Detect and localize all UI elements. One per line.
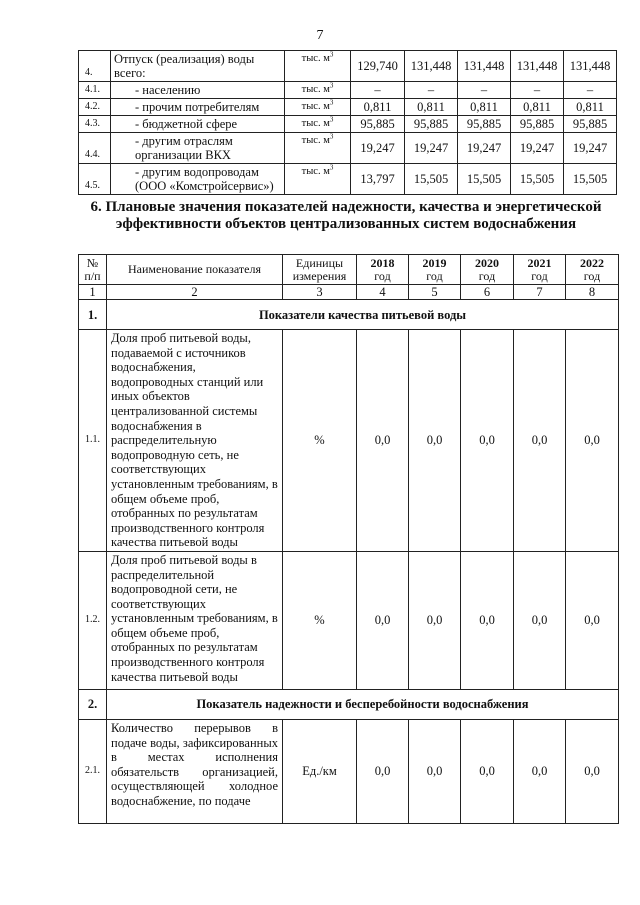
header-year-2018: 2018 год <box>357 255 409 285</box>
value-cell: – <box>511 82 564 99</box>
value-cell: 0,811 <box>564 99 617 116</box>
value-cell: 19,247 <box>405 133 458 164</box>
unit-cell <box>285 51 351 82</box>
value-cell: 131,448 <box>405 51 458 82</box>
value-cell: 0,811 <box>351 99 405 116</box>
row-num: 4.4. <box>79 133 111 164</box>
value-cell: – <box>458 82 511 99</box>
page-number: 7 <box>316 28 324 43</box>
value-cell: 0,0 <box>461 330 514 552</box>
col-number: 4 <box>357 285 409 300</box>
value-cell: – <box>405 82 458 99</box>
row-name: - бюджетной сфере <box>111 116 285 133</box>
row-name: - прочим потребителям <box>111 99 285 116</box>
header-year-2019: 2019 год <box>409 255 461 285</box>
water-supply-table <box>78 50 617 195</box>
row-num: 4. <box>79 51 111 82</box>
section-row-reliability <box>79 689 619 719</box>
value-cell: 19,247 <box>351 133 405 164</box>
table-row <box>79 164 617 195</box>
unit-text: тыс. м <box>301 166 330 177</box>
table-row <box>79 330 619 552</box>
unit-superscript: 3 <box>329 50 334 59</box>
value-cell: 0,0 <box>357 719 409 823</box>
row-num: 4.5. <box>79 164 111 195</box>
indicator-name: Доля проб питьевой воды в распределительной водопроводной сети, не соответствующих установленным требованиям, в общем объеме проб, отобранных по результатам производственного контроля качества питьевой воды <box>107 551 283 689</box>
value-cell: 0,0 <box>461 719 514 823</box>
value-cell: – <box>351 82 405 99</box>
row-name: Отпуск (реализация) воды всего: <box>111 51 285 82</box>
table-row <box>79 99 617 116</box>
unit-cell: Ед./км <box>283 719 357 823</box>
value-cell: 131,448 <box>458 51 511 82</box>
value-cell: 0,0 <box>566 551 619 689</box>
section-heading: Показатель надежности и бесперебойности водоснабжения <box>107 689 619 719</box>
value-cell: 0,0 <box>357 330 409 552</box>
indicator-name: Доля проб питьевой воды, подаваемой с источников водоснабжения, водопроводных станций или иных объектов централизованной системы водоснабжения в распределительную водопроводную сеть, не соответствующих установленным требованиям, в общем объеме проб, отобранных по результатам производственного контроля качества питьевой воды <box>107 330 283 552</box>
value-cell: 0,811 <box>511 99 564 116</box>
col-number: 5 <box>409 285 461 300</box>
value-cell: 19,247 <box>564 133 617 164</box>
unit-cell: % <box>283 330 357 552</box>
indicators-table <box>78 254 619 824</box>
value-cell: 95,885 <box>511 116 564 133</box>
table-row <box>79 82 617 99</box>
unit-text: тыс. м <box>301 84 330 95</box>
table-row <box>79 551 619 689</box>
section-num: 1. <box>79 300 107 330</box>
value-cell: 131,448 <box>564 51 617 82</box>
unit-superscript: 3 <box>329 98 334 107</box>
row-num: 4.1. <box>79 82 111 99</box>
value-cell: 15,505 <box>458 164 511 195</box>
unit-cell <box>285 99 351 116</box>
value-cell: 129,740 <box>351 51 405 82</box>
value-cell: 13,797 <box>351 164 405 195</box>
unit-cell <box>285 82 351 99</box>
col-number: 8 <box>566 285 619 300</box>
value-cell: 95,885 <box>351 116 405 133</box>
value-cell: 15,505 <box>405 164 458 195</box>
value-cell: 0,0 <box>357 551 409 689</box>
value-cell: 95,885 <box>564 116 617 133</box>
row-name: - другим водопроводам (ООО «Комстройсервис») <box>111 164 285 195</box>
unit-text: тыс. м <box>301 135 330 146</box>
value-cell: 0,0 <box>514 719 566 823</box>
value-cell: 15,505 <box>564 164 617 195</box>
unit-superscript: 3 <box>329 163 334 172</box>
value-cell: 0,0 <box>461 551 514 689</box>
row-name: - населению <box>111 82 285 99</box>
col-number: 6 <box>461 285 514 300</box>
row-num: 2.1. <box>79 719 107 823</box>
section-title: 6. Плановые значения показателей надежности, качества и энергетической эффективности объектов централизованных систем водоснабжения <box>90 199 602 232</box>
unit-cell <box>285 164 351 195</box>
unit-text: тыс. м <box>301 101 330 112</box>
unit-cell: % <box>283 551 357 689</box>
indicator-name: Количество перерывов в подаче воды, зафиксированных в местах исполнения обязательств организацией, осуществляющей холодное водоснабжение, по подаче <box>107 719 283 823</box>
value-cell: 0,811 <box>458 99 511 116</box>
value-cell: 131,448 <box>511 51 564 82</box>
value-cell: 19,247 <box>511 133 564 164</box>
value-cell: 0,0 <box>566 330 619 552</box>
value-cell: 15,505 <box>511 164 564 195</box>
section-num: 2. <box>79 689 107 719</box>
row-num: 1.2. <box>79 551 107 689</box>
unit-superscript: 3 <box>329 132 334 141</box>
value-cell: 0,0 <box>514 551 566 689</box>
unit-text: тыс. м <box>301 53 330 64</box>
row-num: 4.3. <box>79 116 111 133</box>
header-year-2022: 2022 год <box>566 255 619 285</box>
header-name: Наименование показателя <box>107 255 283 285</box>
table-row <box>79 116 617 133</box>
col-number: 2 <box>107 285 283 300</box>
unit-cell <box>285 133 351 164</box>
header-num: № п/п <box>79 255 107 285</box>
section-row-quality <box>79 300 619 330</box>
value-cell: 0,0 <box>409 330 461 552</box>
row-num: 1.1. <box>79 330 107 552</box>
header-year-2020: 2020 год <box>461 255 514 285</box>
unit-superscript: 3 <box>329 81 334 90</box>
value-cell: 0,0 <box>566 719 619 823</box>
col-number: 3 <box>283 285 357 300</box>
unit-cell <box>285 116 351 133</box>
table-row <box>79 133 617 164</box>
value-cell: 0,811 <box>405 99 458 116</box>
row-num: 4.2. <box>79 99 111 116</box>
value-cell: 95,885 <box>405 116 458 133</box>
row-name: - другим отраслям организации ВКХ <box>111 133 285 164</box>
value-cell: – <box>564 82 617 99</box>
column-numbers-row <box>79 285 619 300</box>
unit-superscript: 3 <box>329 115 334 124</box>
value-cell: 0,0 <box>514 330 566 552</box>
header-year-2021: 2021 год <box>514 255 566 285</box>
value-cell: 95,885 <box>458 116 511 133</box>
section-heading: Показатели качества питьевой воды <box>107 300 619 330</box>
table-row <box>79 51 617 82</box>
table-header-row <box>79 255 619 285</box>
table-row <box>79 719 619 823</box>
col-number: 7 <box>514 285 566 300</box>
value-cell: 19,247 <box>458 133 511 164</box>
value-cell: 0,0 <box>409 719 461 823</box>
col-number: 1 <box>79 285 107 300</box>
unit-text: тыс. м <box>301 118 330 129</box>
value-cell: 0,0 <box>409 551 461 689</box>
header-unit: Единицы измерения <box>283 255 357 285</box>
